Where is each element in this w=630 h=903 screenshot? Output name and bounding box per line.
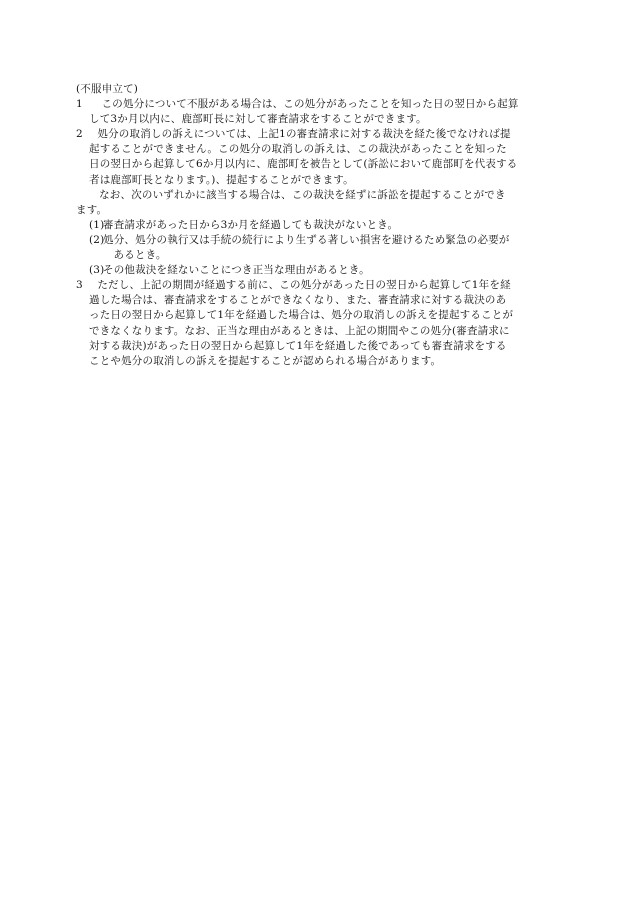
- sub-item-2: [76, 233, 554, 263]
- item-text-line: して3か月以内に、鹿部町長に対して審査請求をすることができます。: [89, 113, 427, 126]
- sub-item-text-line: 処分、処分の執行又は手続の続行により生ずる著しい損害を避けるため緊急の必要が: [103, 233, 510, 246]
- list-item-3: [76, 278, 554, 369]
- item-text-line: 者は鹿部町長となります。)、提起することができます。: [89, 173, 354, 186]
- sub-item-3: [76, 263, 554, 278]
- sub-item-text-line: 審査請求があった日から3か月を経過しても裁決がないとき。: [103, 218, 399, 231]
- list-item-2: [76, 127, 554, 187]
- sub-item-1: [76, 218, 554, 233]
- item-text-line: この処分について不服がある場合は、この処分があったことを知った日の翌日から起算: [101, 98, 519, 111]
- note-text-line: ます。: [76, 203, 108, 216]
- item-text-line: った日の翌日から起算して1年を経過した場合は、処分の取消しの訴えを提起することが: [89, 309, 514, 322]
- sub-item-text-line: あるとき。: [113, 249, 167, 262]
- item-text-line: 対する裁決)があった日の翌日から起算して1年を経過した後であっても審査請求をする: [89, 339, 507, 352]
- item-text-line: 起することができません。この処分の取消しの訴えは、この裁決があったことを知った: [89, 143, 507, 156]
- list-item-1: [76, 97, 554, 127]
- item-text-line: 日の翌日から起算して6か月以内に、鹿部町を被告として(訴訟において鹿部町を代表する: [89, 158, 518, 171]
- note-text-line: なお、次のいずれかに該当する場合は、この裁決を経ずに訴訟を提起することができ: [99, 188, 506, 201]
- section-heading: (不服申立て): [76, 83, 139, 95]
- note-paragraph: [76, 188, 554, 218]
- sub-item-text-line: その他裁決を経ないことにつき正当な理由があるとき。: [103, 264, 370, 277]
- document-page: [76, 82, 554, 369]
- sub-item-number: (1): [89, 218, 105, 231]
- item-text-line: 処分の取消しの訴えについては、上記1の審査請求に対する裁決を経た後でなければ提: [97, 128, 511, 141]
- item-text-line: ただし、上記の期間が経過する前に、この処分があった日の翌日から起算して1年を経: [97, 279, 511, 292]
- item-number: 3: [76, 279, 83, 292]
- item-text-line: 過した場合は、審査請求をすることができなくなり、また、審査請求に対する裁決のあ: [89, 294, 507, 307]
- item-text-line: ことや処分の取消しの訴えを提起することが認められる場合があります。: [89, 354, 442, 367]
- item-number: 1: [76, 98, 83, 111]
- sub-item-number: (3): [89, 264, 105, 277]
- item-text-line: できなくなります。なお、正当な理由があるときは、上記の期間やこの処分(審査請求に: [89, 324, 510, 337]
- item-number: 2: [76, 128, 83, 141]
- sub-item-number: (2): [89, 233, 105, 246]
